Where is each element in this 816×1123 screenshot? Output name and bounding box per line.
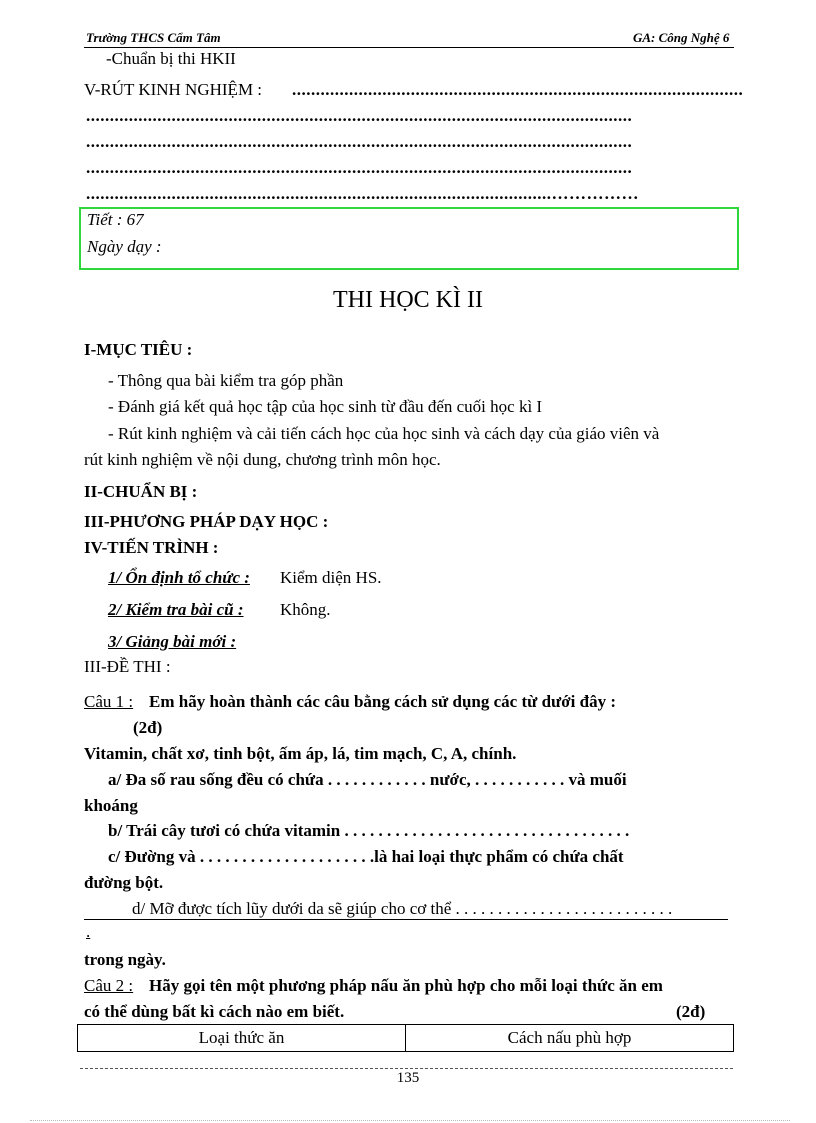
header-school: Trường THCS Cẩm Tâm [86, 30, 221, 45]
lesson-date: Ngày dạy : [87, 237, 162, 256]
q2-label: Câu 2 : [84, 976, 134, 995]
objective-item: - Thông qua bài kiểm tra góp phần [108, 371, 344, 390]
experience-line-2: ................................................................................................................... [86, 132, 633, 151]
step-3-label: 3/ Giảng bài mới : [108, 632, 237, 651]
exam-heading: III-ĐỀ THI : [84, 657, 171, 676]
q2-points: (2đ) [676, 1002, 706, 1021]
q1-text: Em hãy hoàn thành các câu bằng cách sử dụng các từ dưới đây : [149, 692, 616, 711]
food-cooking-table [77, 1024, 734, 1052]
table-header-food: Loại thức ăn [78, 1025, 406, 1052]
lesson-period: Tiết : 67 [87, 210, 144, 229]
step-1-value: Kiểm diện HS. [280, 568, 382, 587]
q1-words: Vitamin, chất xơ, tinh bột, ấm áp, lá, tim mạch, C, A, chính. [84, 744, 517, 763]
preparation-heading: II-CHUẨN BỊ : [84, 482, 198, 501]
experience-line-3: ................................................................................................................... [86, 158, 633, 177]
q2-text: Hãy gọi tên một phương pháp nấu ăn phù hợp cho mỗi loại thức ăn em [149, 976, 663, 995]
page-bottom-border [30, 1120, 790, 1121]
methods-heading: III-PHƯƠNG PHÁP DẠY HỌC : [84, 512, 329, 531]
objective-item: - Rút kinh nghiệm và cải tiến cách học của học sinh và cách dạy của giáo viên và [108, 424, 660, 443]
page-number: 135 [396, 1070, 420, 1086]
q1-item-d-tail: . [86, 922, 91, 941]
experience-label: V-RÚT KINH NGHIỆM : [84, 80, 263, 99]
header-subject: GA: Công Nghệ 6 [633, 30, 730, 45]
step-2-label: 2/ Kiểm tra bài cũ : [108, 600, 244, 619]
q1-label: Câu 1 : [84, 692, 134, 711]
process-heading: IV-TIẾN TRÌNH : [84, 538, 219, 557]
q1-item-a-cont: khoáng [84, 796, 138, 815]
prep-exam-line: -Chuẩn bị thi HKII [106, 49, 236, 68]
objective-item: rút kinh nghiệm về nội dung, chương trình môn học. [84, 450, 441, 469]
table-header-method: Cách nấu phù hợp [406, 1025, 734, 1052]
q1-item-d: d/ Mỡ được tích lũy dưới da sẽ giúp cho cơ thể . . . . . . . . . . . . . . . . . . . . . . . . . . [132, 899, 673, 918]
objective-item: - Đánh giá kết quả học tập của học sinh từ đầu đến cuối học kì I [108, 397, 543, 416]
experience-line-1: ................................................................................................................... [86, 106, 633, 125]
experience-dots: ............................................................................................... [292, 80, 744, 99]
page-title: THI HỌC KÌ II [333, 287, 483, 313]
q1-points: (2đ) [133, 718, 163, 737]
objectives-heading: I-MỤC TIÊU : [84, 340, 193, 359]
header-rule [84, 47, 734, 48]
q1-item-d-cont: trong ngày. [84, 950, 166, 969]
table-row [78, 1025, 734, 1052]
step-2-value: Không. [280, 600, 331, 619]
experience-line-4: ..................................................................................................…………… [86, 184, 639, 203]
q1-item-a: a/ Đa số rau sống đều có chứa . . . . . . . . . . . . nước, . . . . . . . . . . . và muối [108, 770, 627, 789]
q2-text-cont: có thể dùng bất kì cách nào em biết. [84, 1002, 345, 1021]
lesson-info-box [79, 207, 739, 270]
step-1-label: 1/ Ổn định tổ chức : [108, 568, 250, 587]
q1-item-b: b/ Trái cây tươi có chứa vitamin . . . . . . . . . . . . . . . . . . . . . . . . . . . . . . . . . . [108, 821, 630, 840]
q1-item-c-cont: đường bột. [84, 873, 164, 892]
footer-rule [80, 1068, 733, 1069]
q1-item-c: c/ Đường và . . . . . . . . . . . . . . . . . . . . .là hai loại thực phẩm có chứa chất [108, 847, 624, 866]
